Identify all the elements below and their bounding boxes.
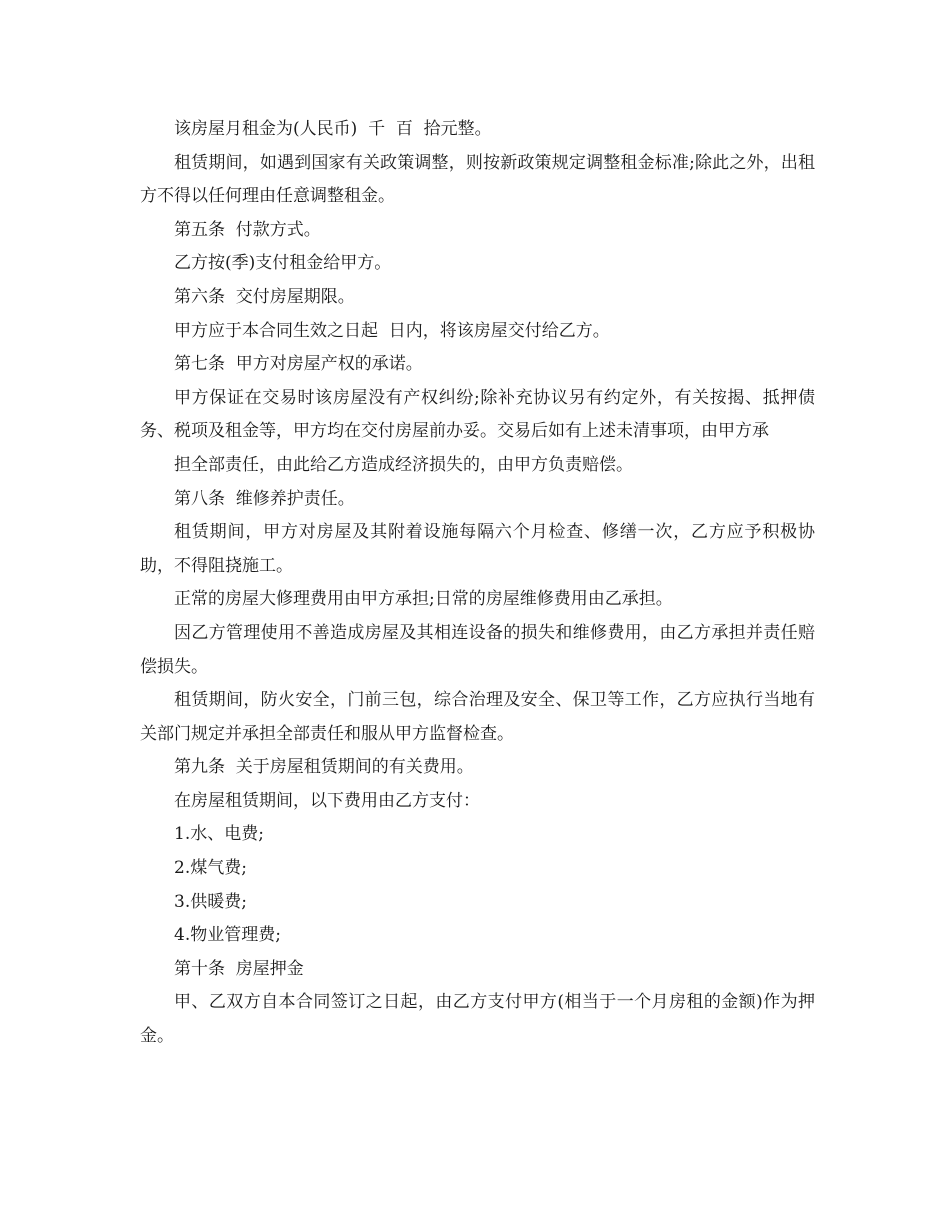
heading-article-5: 第五条 付款方式。 — [174, 219, 321, 240]
paragraph-delivery-period: 甲方应于本合同生效之日起 日内，将该房屋交付给乙方。 — [174, 320, 610, 341]
paragraph-fees-intro: 在房屋租赁期间，以下费用由乙方支付： — [174, 790, 480, 811]
document-page — [140, 113, 815, 1054]
paragraph-inspection: 租赁期间，甲方对房屋及其附着设施每隔六个月检查、修缮一次，乙方应予积极协助，不得阻挠施工。 — [140, 522, 815, 576]
paragraph-damage-compensation: 因乙方管理使用不善造成房屋及其相连设备的损失和维修费用，由乙方承担并责任赔偿损失。 — [140, 622, 815, 677]
heading-article-8: 第八条 维修养护责任。 — [174, 488, 355, 509]
list-item-fee-1: 1.水、电费; — [174, 824, 264, 845]
heading-article-10: 第十条 房屋押金 — [174, 958, 304, 979]
paragraph-rent-adjustment: 租赁期间，如遇到国家有关政策调整，则按新政策规定调整租金标准;除此之外，出租方不得以任何理由任意调整租金。 — [140, 152, 815, 207]
list-item-fee-2: 2.煤气费; — [174, 858, 247, 879]
heading-article-6: 第六条 交付房屋期限。 — [174, 286, 355, 307]
paragraph-deposit: 甲、乙双方自本合同签订之日起，由乙方支付甲方(相当于一个月房租的金额)作为押金。 — [140, 992, 815, 1047]
paragraph-repair-costs: 正常的房屋大修理费用由甲方承担;日常的房屋维修费用由乙承担。 — [174, 589, 673, 610]
paragraph-payment-method: 乙方按(季)支付租金给甲方。 — [174, 253, 392, 274]
heading-article-9: 第九条 关于房屋租赁期间的有关费用。 — [174, 757, 474, 778]
paragraph-liability: 担全部责任，由此给乙方造成经济损失的，由甲方负责赔偿。 — [174, 454, 633, 475]
paragraph-property-guarantee: 甲方保证在交易时该房屋没有产权纠纷;除补充协议另有约定外，有关按揭、抵押债务、税项及租金等，甲方均在交付房屋前办妥。交易后如有上述未清事项，由甲方承 — [140, 387, 815, 442]
list-item-fee-3: 3.供暖费; — [174, 891, 247, 912]
paragraph-safety-duties: 租赁期间，防火安全，门前三包，综合治理及安全、保卫等工作，乙方应执行当地有关部门规定并承担全部责任和服从甲方监督检查。 — [140, 690, 815, 744]
heading-article-7: 第七条 甲方对房屋产权的承诺。 — [174, 354, 423, 375]
paragraph-monthly-rent: 该房屋月租金为(人民币) 千 百 拾元整。 — [174, 119, 492, 139]
list-item-fee-4: 4.物业管理费; — [174, 925, 281, 946]
